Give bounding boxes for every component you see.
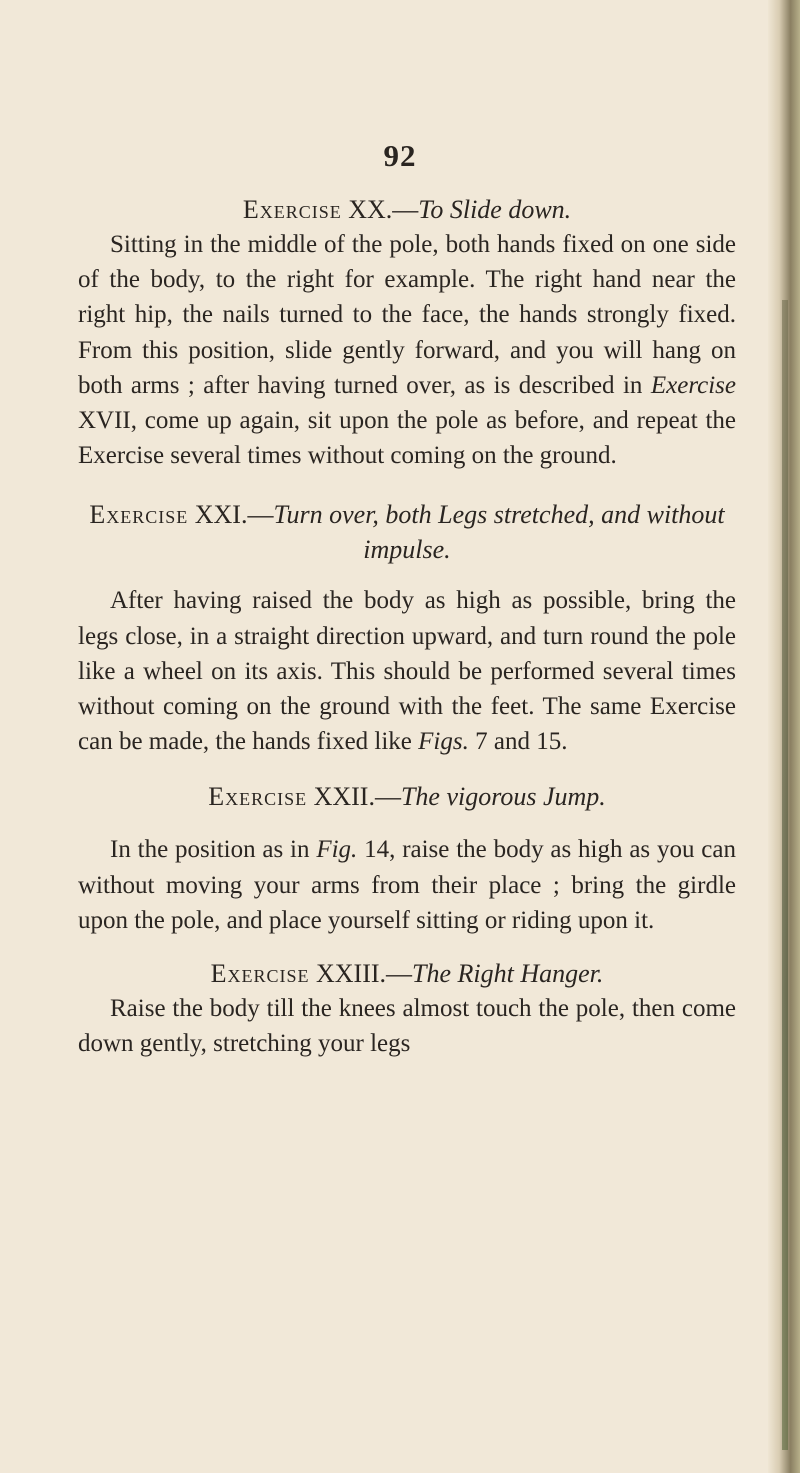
paragraph-text: XVII, come up again, sit upon the pole as before, and repeat the Exercise several times without coming on the ground. [78,407,736,470]
cross-reference: Figs. [418,728,469,756]
cross-reference: Fig. [316,836,358,864]
exercise-label: Exercise [242,195,342,224]
page-number: 92 [383,138,417,173]
paragraph-text: Raise the body till the knees almost touch the pole, then come down gently, stretching your legs [78,995,736,1058]
exercise-label: Exercise [208,782,308,812]
exercise-numeral: XXI. [194,500,248,530]
exercise-title: The Right Hanger. [412,959,604,989]
exercise-title: To Slide down. [418,195,572,224]
paragraph-text: 14, raise the body as high as you can without moving your arms from their place ; bring the girdle upon the pole, and place yourself sitting or riding upon it. [78,836,736,934]
exercise-numeral: XX. [348,195,393,224]
exercise-paragraph [78,991,736,1061]
exercise-section [78,192,736,473]
exercise-heading: Exercise XX.—To Slide down. [242,195,572,224]
paragraph-text: 7 and 15. [468,728,568,756]
exercise-numeral: XXII. [313,782,375,812]
exercise-heading: Exercise XXIII.—The Right Hanger. [210,959,604,989]
page-body [78,192,736,1061]
paragraph-text: After having raised the body as high as possible, bring the legs close, in a straight direction upward, and turn round the pole like a wheel on its axis. This should be performed several times without coming on the ground with the feet. The same Exercise can be made, the hands fixed like [78,587,736,756]
exercise-title: Turn over, both Legs stretched, and without impulse. [273,500,725,565]
exercise-paragraph [78,583,736,759]
exercise-paragraph [78,832,736,938]
exercise-paragraph [78,227,736,473]
page-edge-shadow [768,0,800,1473]
exercise-section [78,497,736,759]
exercise-heading: Exercise XXII.—The vigorous Jump. [208,782,606,812]
cross-reference: Exercise [650,371,736,399]
exercise-label: Exercise [210,959,310,989]
exercise-section [78,779,736,938]
exercise-heading: Exercise XXI.—Turn over, both Legs stretched, and without impulse. [89,500,725,565]
exercise-section [78,956,736,1061]
exercise-title: The vigorous Jump. [400,782,606,812]
exercise-label: Exercise [89,500,189,530]
exercise-numeral: XXIII. [315,959,387,989]
paragraph-text: Sitting in the middle of the pole, both hands fixed on one side of the body, to the right for example. The right hand near the right hip, the nails turned to the face, the hands strongly fixed. From this position, slide gently forward, and you will hang on both arms ; after having turned over, as is described in [78,231,736,399]
paragraph-text: In the position as in [110,836,317,864]
